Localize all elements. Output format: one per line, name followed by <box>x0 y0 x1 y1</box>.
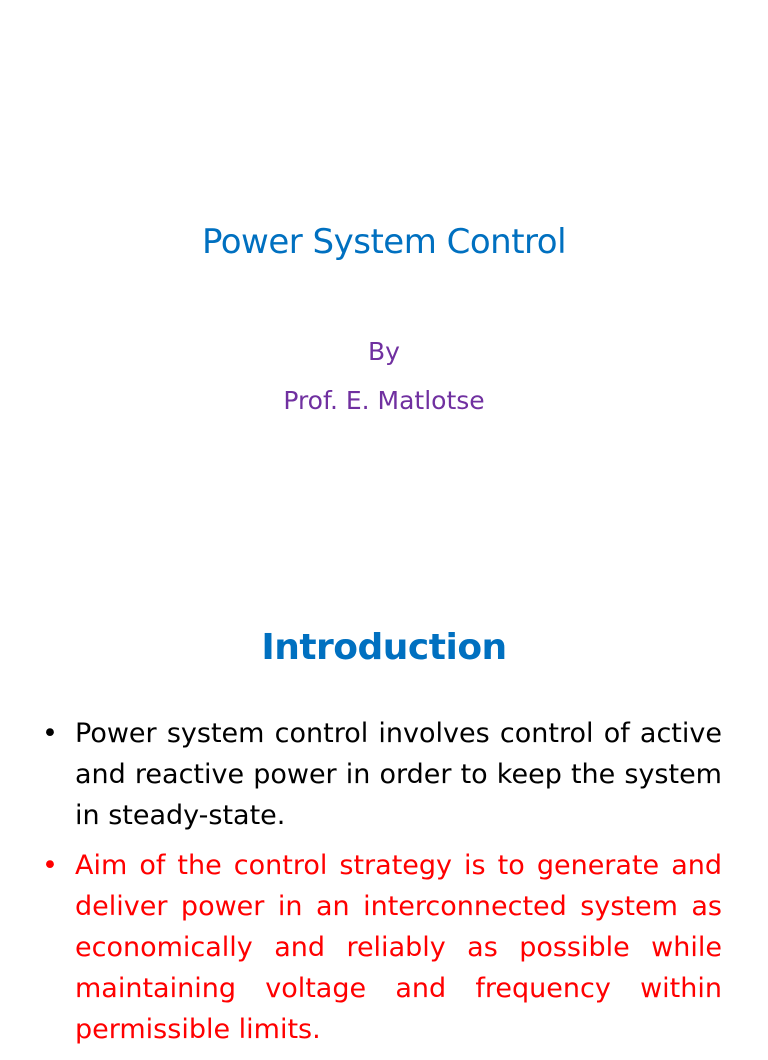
bullet-text: Aim of the control strategy is to generate and deliver power in an interconnected system as economically and reliably as possible while maintaining voltage and frequency within permissible limits. <box>75 850 722 1045</box>
bullet-item <box>42 846 722 1050</box>
introduction-slide <box>0 512 768 1045</box>
bullet-point-icon: • <box>42 718 58 749</box>
author-name: Prof. E. Matlotse <box>283 386 485 415</box>
bullet-item <box>42 714 722 836</box>
presentation-title: Power System Control <box>201 222 567 262</box>
by-label: By <box>368 337 400 366</box>
title-slide <box>0 0 768 512</box>
bullet-text: Power system control involves control of active and reactive power in order to keep the system in steady-state. <box>75 718 722 831</box>
bullet-point-icon: • <box>42 850 58 882</box>
slide-title: Introduction <box>261 627 507 668</box>
bullet-list <box>42 714 722 1060</box>
